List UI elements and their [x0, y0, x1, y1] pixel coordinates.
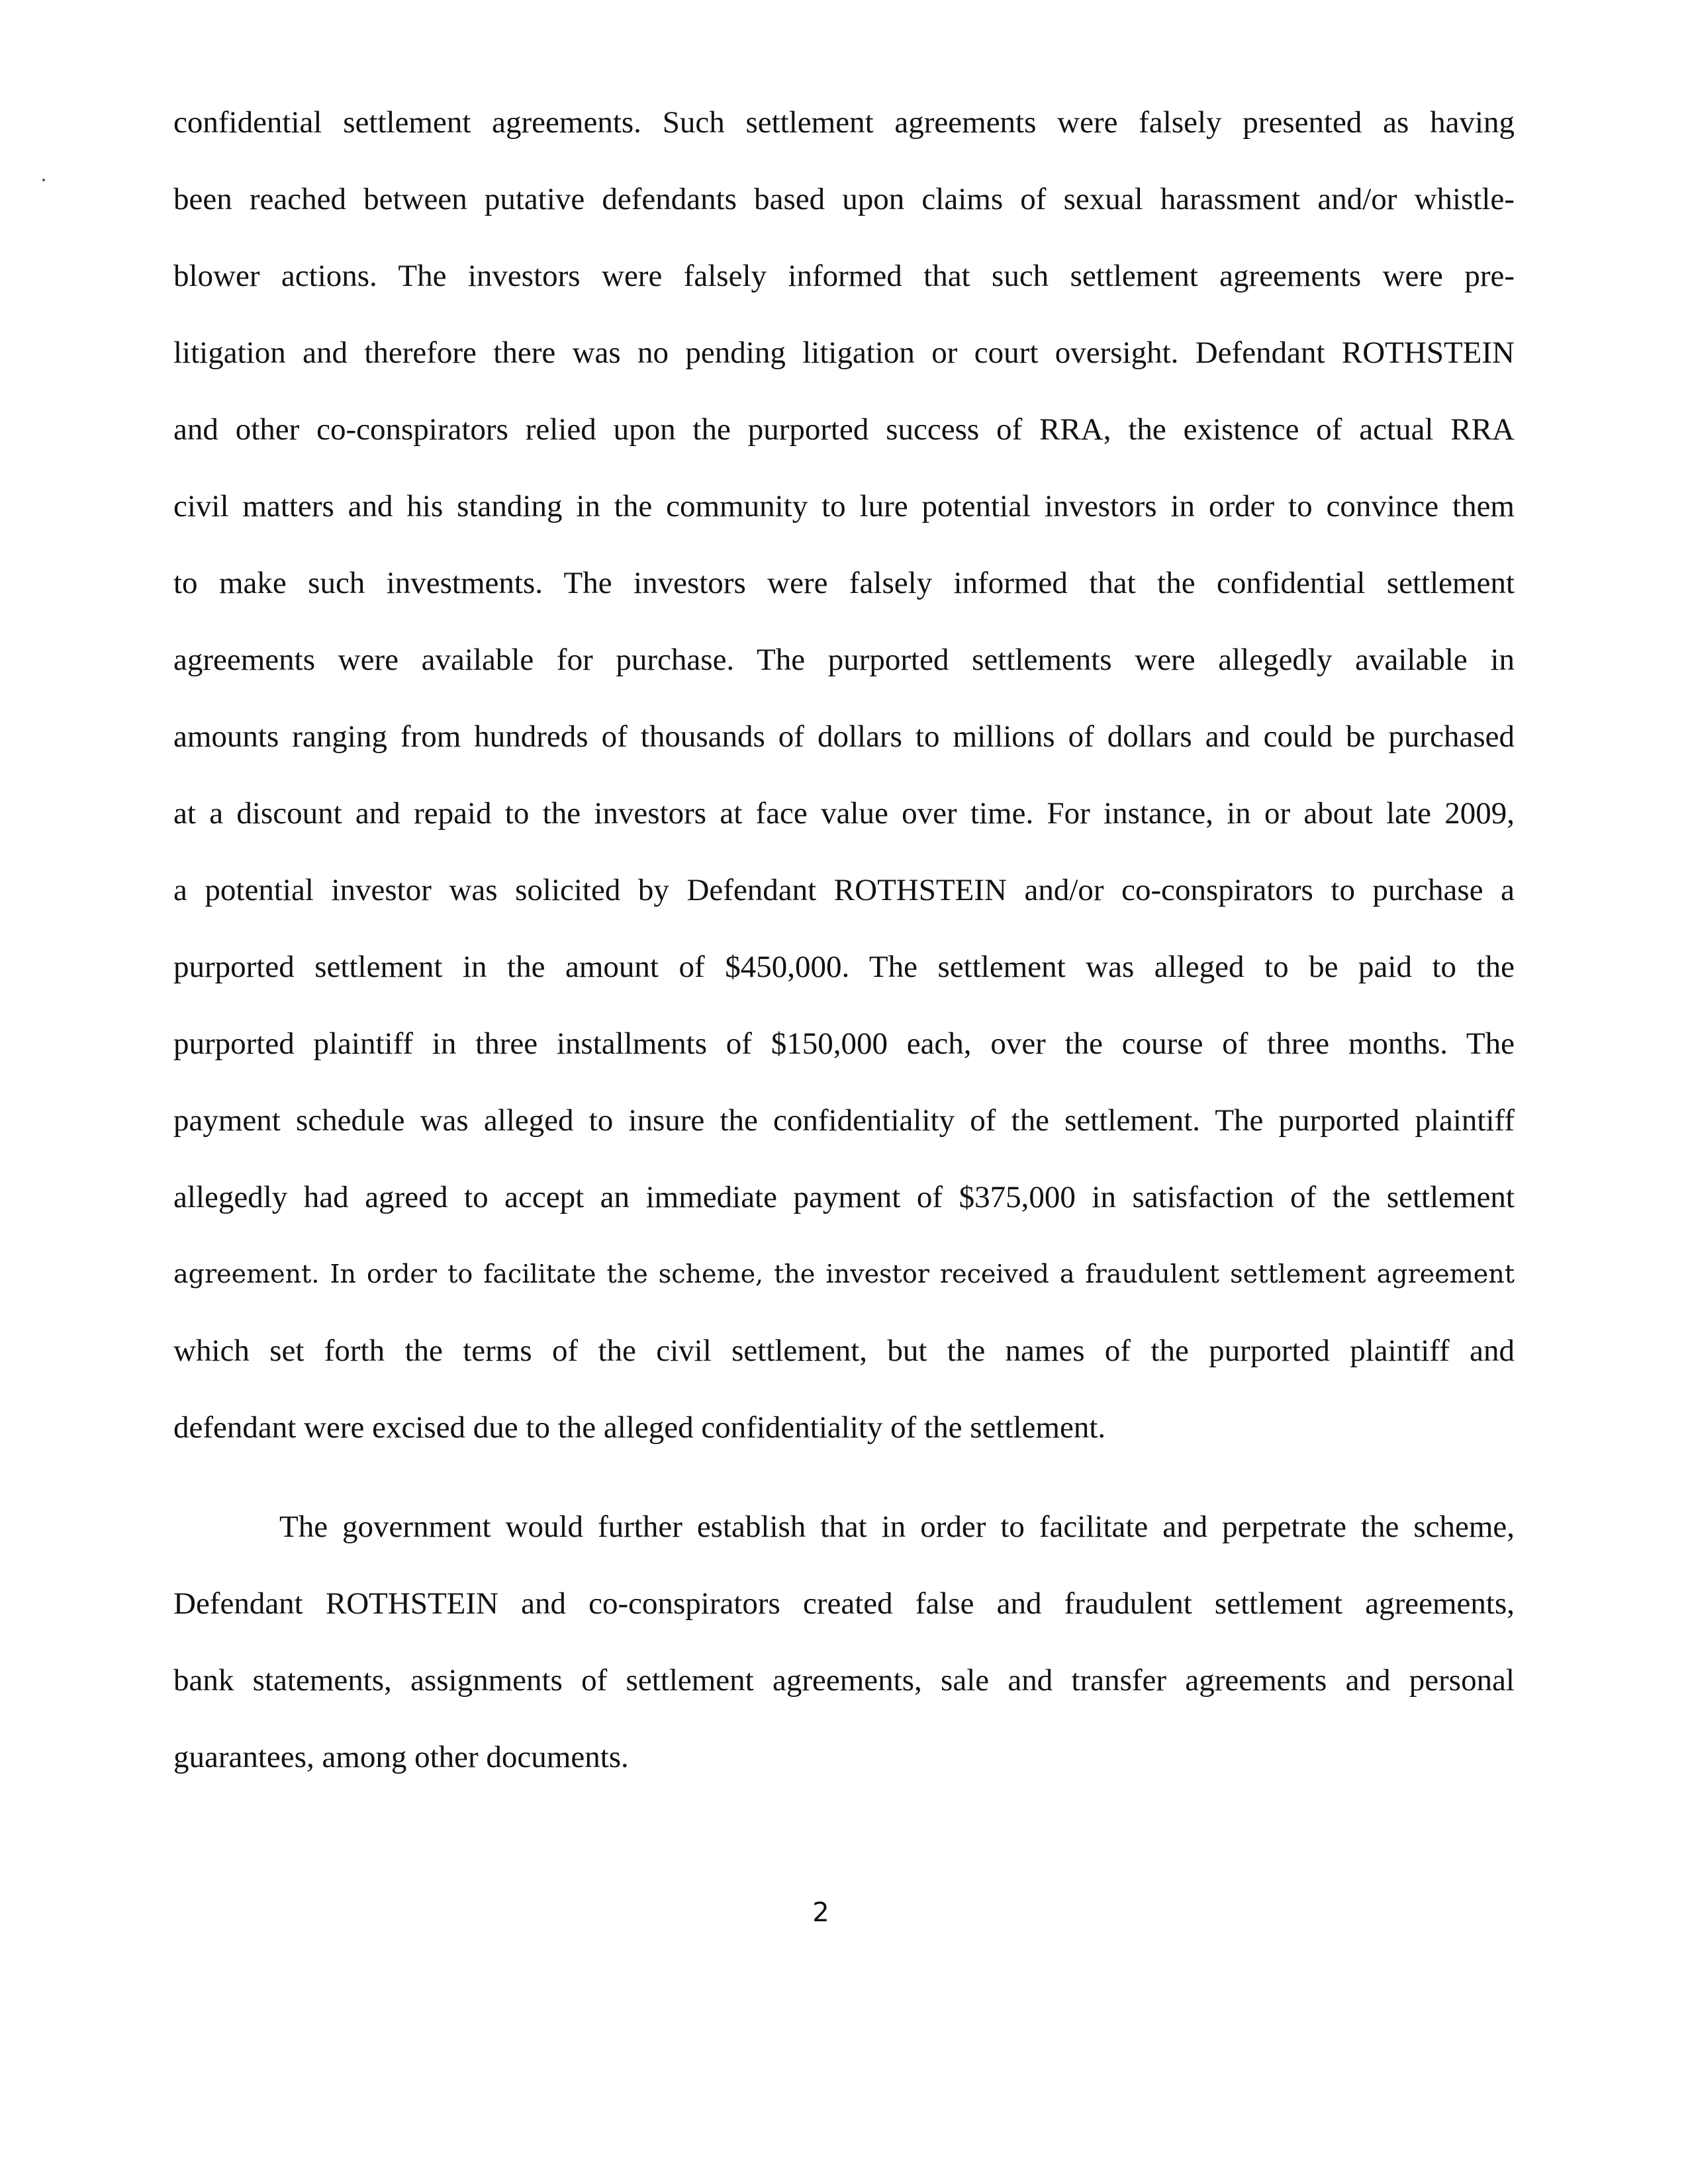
- text-line: which set forth the terms of the civil settlement, but the names of the purported plaintiff and: [173, 1334, 1515, 1368]
- scan-speck: [42, 179, 45, 181]
- text-line: payment schedule was alleged to insure the confidentiality of the settlement. The purported plaintiff: [173, 1103, 1515, 1138]
- text-line: civil matters and his standing in the community to lure potential investors in order to convince them: [173, 489, 1515, 523]
- text-line: amounts ranging from hundreds of thousands of dollars to millions of dollars and could be purchased: [173, 719, 1515, 754]
- text-line: blower actions. The investors were falsely informed that such settlement agreements were pre-: [173, 259, 1515, 293]
- text-line: to make such investments. The investors were falsely informed that the confidential settlement: [173, 566, 1515, 600]
- text-line: defendant were excised due to the alleged confidentiality of the settlement.: [173, 1410, 1106, 1445]
- text-line: agreement. In order to facilitate the scheme, the investor received a fraudulent settlement agreement: [173, 1259, 1515, 1289]
- text-line: purported settlement in the amount of $450,000. The settlement was alleged to be paid to the: [173, 950, 1515, 984]
- text-line: bank statements, assignments of settlement agreements, sale and transfer agreements and personal: [173, 1663, 1515, 1698]
- text-line: purported plaintiff in three installments of $150,000 each, over the course of three months. The: [173, 1026, 1515, 1061]
- text-line: confidential settlement agreements. Such settlement agreements were falsely presented as having: [173, 105, 1515, 140]
- text-line: been reached between putative defendants based upon claims of sexual harassment and/or whistle-: [173, 182, 1515, 216]
- text-line: a potential investor was solicited by Defendant ROTHSTEIN and/or co-conspirators to purchase a: [173, 873, 1515, 907]
- text-line: Defendant ROTHSTEIN and co-conspirators created false and fraudulent settlement agreements,: [173, 1586, 1515, 1621]
- text-line: allegedly had agreed to accept an immediate payment of $375,000 in satisfaction of the settlement: [173, 1180, 1515, 1214]
- text-line: and other co-conspirators relied upon the purported success of RRA, the existence of actual RRA: [173, 412, 1515, 447]
- text-line: The government would further establish that in order to facilitate and perpetrate the scheme,: [279, 1510, 1515, 1544]
- text-line: guarantees, among other documents.: [173, 1740, 629, 1774]
- text-line: at a discount and repaid to the investors at face value over time. For instance, in or about late 2009,: [173, 796, 1515, 831]
- text-line: agreements were available for purchase. The purported settlements were allegedly available in: [173, 643, 1515, 677]
- text-line: litigation and therefore there was no pending litigation or court oversight. Defendant ROTHSTEIN: [173, 336, 1515, 370]
- page-number: 2: [812, 1897, 829, 1928]
